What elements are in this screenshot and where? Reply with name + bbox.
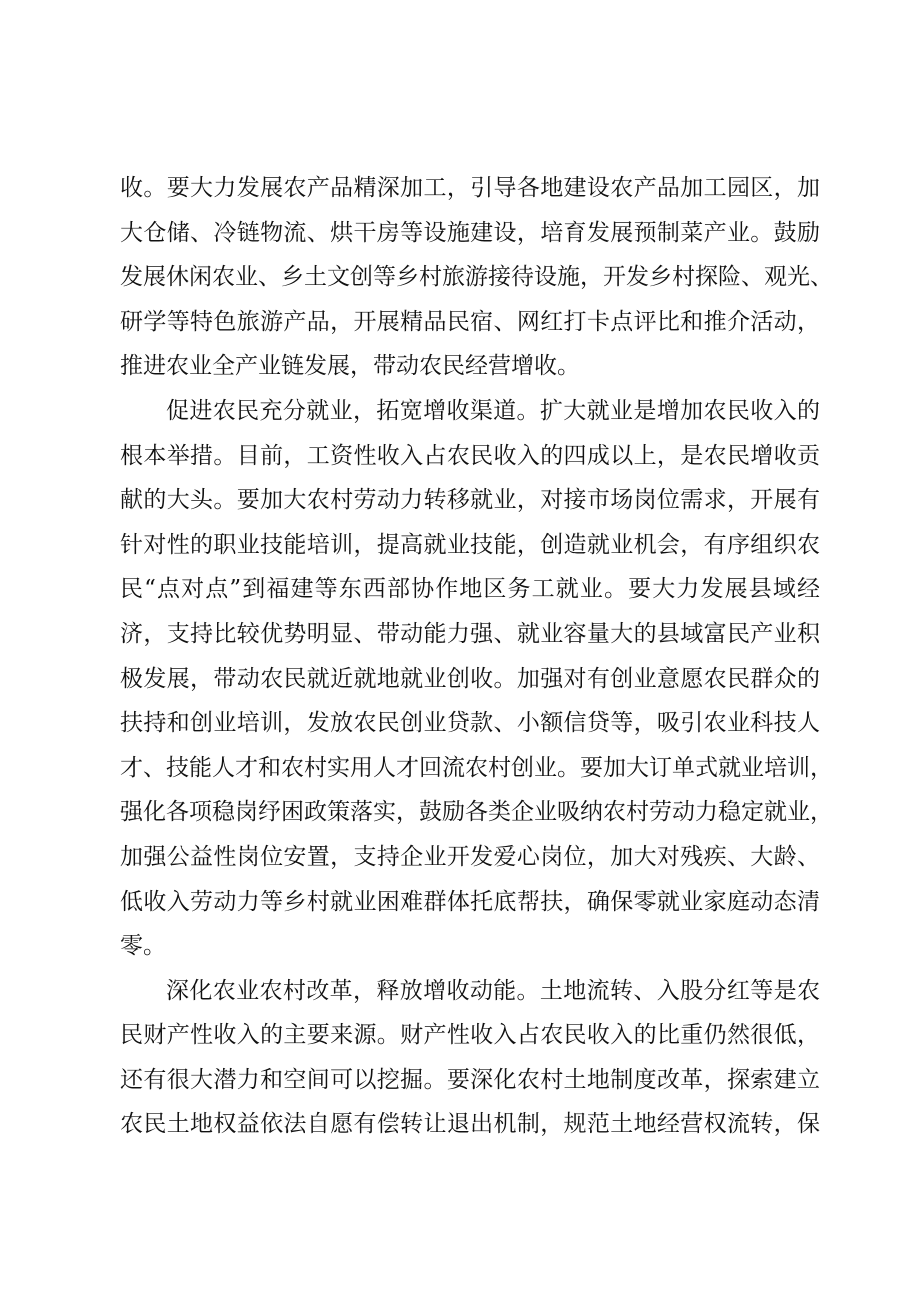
text-line: 献的大头。要加大农村劳动力转移就业，对接市场岗位需求，开展有	[120, 487, 820, 514]
text-line: 济，支持比较优势明显、带动能力强、就业容量大的县域富民产业积	[120, 620, 820, 647]
text-line: 根本举措。目前，工资性收入占农民收入的四成以上，是农民增收贡	[120, 442, 820, 469]
text-line: 极发展，带动农民就近就地就业创收。加强对有创业意愿农民群众的	[120, 665, 820, 692]
text-line: 民财产性收入的主要来源。财产性收入占农民收入的比重仍然很低，	[120, 1022, 820, 1049]
text-line: 促进农民充分就业，拓宽增收渠道。扩大就业是增加农民收入的	[166, 397, 820, 424]
paragraph-2	[120, 389, 833, 969]
text-line: 民“点对点”到福建等东西部协作地区务工就业。要大力发展县域经	[120, 576, 820, 603]
text-line: 农民土地权益依法自愿有偿转让退出机制，规范土地经营权流转，保	[120, 1111, 820, 1138]
text-line: 研学等特色旅游产品，开展精品民宿、网红打卡点评比和推介活动，	[120, 308, 820, 335]
text-line: 强化各项稳岗纾困政策落实，鼓励各类企业吸纳农村劳动力稳定就业，	[120, 799, 833, 826]
text-line: 大仓储、冷链物流、烘干房等设施建设，培育发展预制菜产业。鼓励	[120, 219, 820, 246]
text-line: 深化农业农村改革，释放增收动能。土地流转、入股分红等是农	[166, 977, 820, 1004]
text-line: 加强公益性岗位安置，支持企业开发爱心岗位，加大对残疾、大龄、	[120, 843, 820, 870]
body-text	[120, 166, 833, 1147]
text-line: 零。	[120, 933, 166, 960]
text-line: 推进农业全产业链发展，带动农民经营增收。	[120, 353, 580, 380]
text-line: 收。要大力发展农产品精深加工，引导各地建设农产品加工园区，加	[120, 175, 820, 201]
paragraph-1	[120, 166, 833, 389]
text-line: 针对性的职业技能培训，提高就业技能，创造就业机会，有序组织农	[120, 531, 820, 558]
text-line: 扶持和创业培训，发放农民创业贷款、小额信贷等，吸引农业科技人	[120, 710, 820, 737]
text-line: 才、技能人才和农村实用人才回流农村创业。要加大订单式就业培训，	[120, 754, 833, 781]
paragraph-3	[120, 969, 820, 1147]
text-line: 还有很大潜力和空间可以挖掘。要深化农村土地制度改革，探索建立	[120, 1066, 820, 1093]
text-line: 发展休闲农业、乡土文创等乡村旅游接待设施，开发乡村探险、观光、	[120, 264, 833, 291]
text-line: 低收入劳动力等乡村就业困难群体托底帮扶，确保零就业家庭动态清	[120, 888, 820, 915]
